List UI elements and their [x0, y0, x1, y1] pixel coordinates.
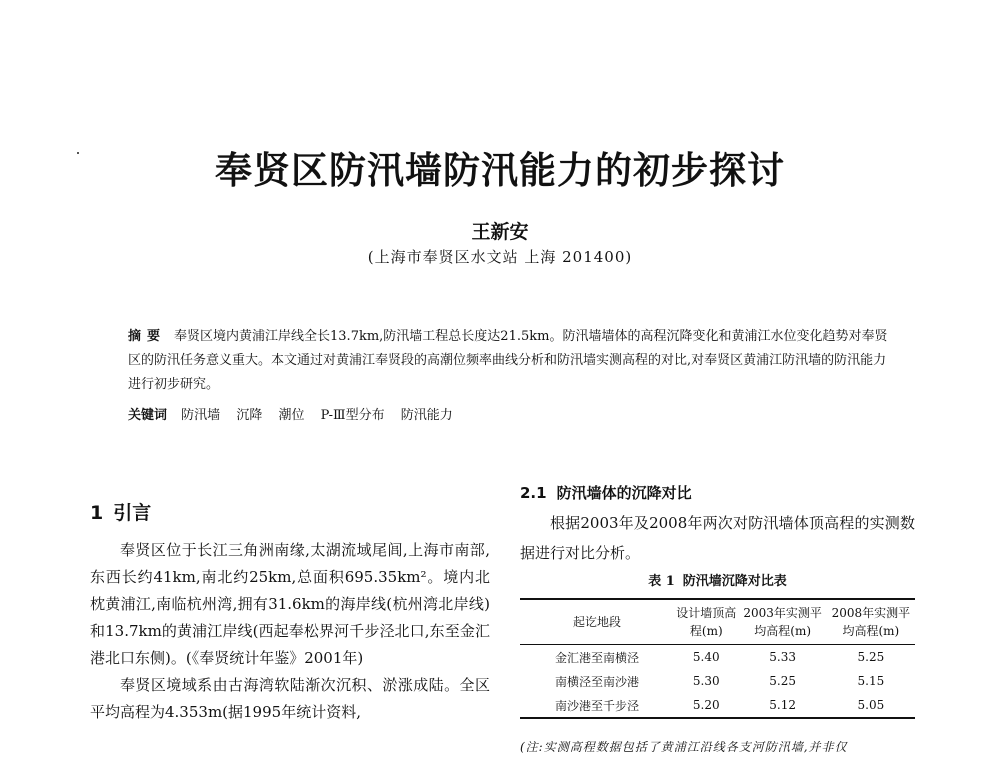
abstract-label: 摘要: [128, 329, 167, 344]
keyword-item: P-Ⅲ型分布: [320, 408, 385, 423]
section-number: 1: [90, 502, 104, 524]
keywords-label: 关键词: [128, 408, 168, 423]
col-header: 起讫地段: [520, 599, 674, 645]
table-cell: 金汇港至南横泾: [554, 650, 639, 665]
abstract: [128, 325, 898, 397]
section-2-1-heading: [520, 482, 692, 503]
body-paragraph: 根据2003年及2008年两次对防汛墙体顶高程的实测数据进行对比分析。: [520, 514, 915, 562]
table-row: [520, 669, 915, 693]
table-row: [520, 693, 915, 718]
table-cell: 5.20: [692, 698, 720, 712]
keywords: [128, 404, 898, 423]
author-name: 王新安: [471, 221, 529, 243]
abstract-text: 奉贤区境内黄浦江岸线全长13.7km,防汛墙工程总长度达21.5km。防汛墙墙体的高程沉降变化和黄浦江水位变化趋势对奉贤区的防汛任务意义重大。本文通过对黄浦江奉贤段的高潮位频率曲线分析和防汛墙实测高程的对比,对奉贤区黄浦江防汛墙的防汛能力进行初步研究。: [128, 329, 888, 392]
section-title: 防汛墙体的沉降对比: [556, 484, 692, 502]
table-number: 表 1: [648, 574, 675, 589]
section-1-heading: [90, 498, 151, 525]
keyword-item: 潮位: [278, 408, 305, 423]
left-column: [90, 537, 490, 726]
col-header: 2008年实测平均高程(m): [827, 599, 915, 645]
table-header-row: [520, 599, 915, 645]
keyword-item: 防汛能力: [400, 408, 453, 423]
table-cell: 5.33: [769, 650, 797, 664]
col-header: 2003年实测平均高程(m): [739, 599, 827, 645]
keyword-item: 防汛墙: [181, 408, 221, 423]
table-cell: 5.30: [692, 674, 720, 688]
body-paragraph: 奉贤区位于长江三角洲南缘,太湖流域尾闾,上海市南部,东西长约41km,南北约25km,总面积695.35km²。境内北枕黄浦江,南临杭州湾,拥有31.6km的海岸线(杭州湾北岸线)和13.7km的黄浦江岸线(西起奉松界河千步泾北口,东至金汇港北口东侧)。(《奉贤统计年鉴》2001年): [90, 541, 490, 667]
settlement-table: [520, 598, 915, 719]
table-cell: 5.15: [857, 674, 885, 688]
table-caption: [520, 570, 915, 589]
paper-title: 奉贤区防汛墙防汛能力的初步探讨: [215, 148, 785, 192]
right-column: [520, 508, 915, 568]
table-cell: 5.25: [769, 674, 797, 688]
table-cell: 5.40: [692, 650, 720, 664]
table-title: 防汛墙沉降对比表: [682, 574, 787, 589]
section-number: 2.1: [520, 484, 547, 502]
table-row: [520, 645, 915, 670]
keyword-item: 沉降: [236, 408, 263, 423]
table-cell: 南沙港至千步泾: [554, 698, 639, 713]
author-affiliation: (上海市奉贤区水文站 上海 201400): [367, 248, 633, 266]
table-cell: 5.05: [857, 698, 885, 712]
body-paragraph: 奉贤区境域系由古海湾软陆渐次沉积、淤涨成陆。全区平均高程为4.353m(据1995年统计资料,: [90, 676, 490, 721]
table-cell: 南横泾至南沙港: [554, 674, 639, 689]
table-note: (注:实测高程数据包括了黄浦江沿线各支河防汛墙,并非仅: [520, 740, 848, 754]
table-cell: 5.25: [857, 650, 885, 664]
table-cell: 5.12: [769, 698, 797, 712]
section-title: 引言: [113, 502, 152, 524]
col-header: 设计墙顶高程(m): [674, 599, 739, 645]
